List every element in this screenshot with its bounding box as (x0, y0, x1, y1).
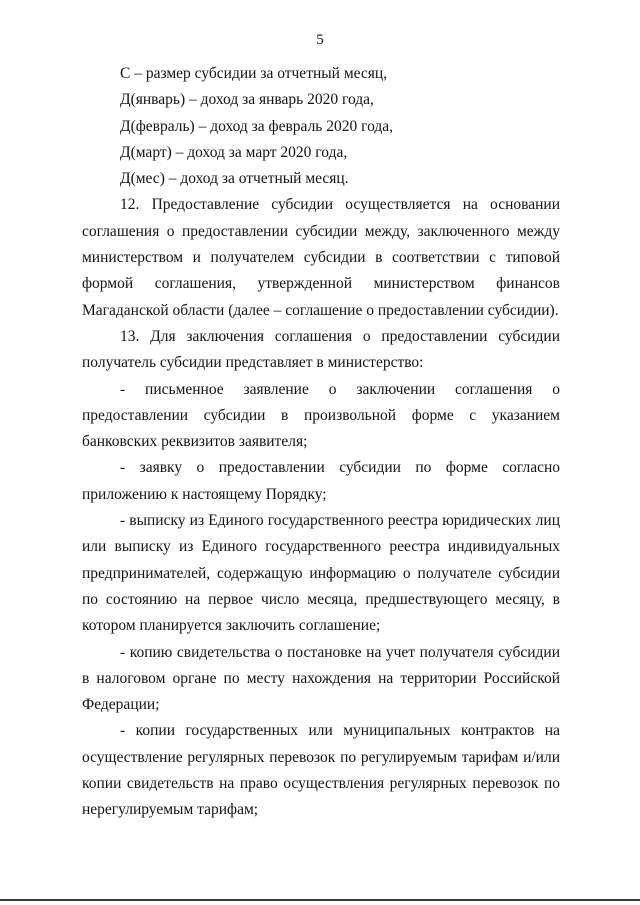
list-item-tax-certificate: - копию свидетельства о постановке на учет получателя субсидии в налоговом органе по месту нахождения на территории Российской Федерации; (82, 643, 560, 714)
page-number: 5 (316, 32, 324, 48)
definition-line: Д(февраль) – доход за февраль 2020 года, (120, 117, 394, 135)
list-item-registry-extract: - выписку из Единого государственного реестра юридических лиц или выписку из Единого государственного реестра индивидуальных предпринимателей, содержащую информацию о получателе субсидии по состоянию на первое число месяца, предшествующего месяцу, в котором планируется заключить соглашение; (82, 512, 560, 635)
document-body (82, 61, 560, 824)
list-item-request: - заявку о предоставлении субсидии по форме согласно приложению к настоящему Порядку; (82, 459, 560, 503)
paragraph-13: 13. Для заключения соглашения о предоставлении субсидии получатель субсидии представляет в министерство: (82, 327, 560, 372)
bottom-scan-edge (0, 899, 640, 901)
definition-line: С – размер субсидии за отчетный месяц, (120, 65, 388, 82)
list-item-contracts: - копии государственных или муниципальных контрактов на осуществление регулярных перевозок по регулируемым тарифам и/или копии свидетельств на право осуществления регулярных перевозок по нерегулируемым тарифам; (82, 722, 560, 819)
definition-line: Д(январь) – доход за январь 2020 года, (120, 91, 374, 109)
definition-line: Д(март) – доход за март 2020 года, (120, 143, 348, 161)
paragraph-12: 12. Предоставление субсидии осуществляется на основании соглашения о предоставлении субсидии между, заключенного между министерством и получателем субсидии в соответствии с типовой формой соглашения, утвержденной министерством финансов Магаданской области (далее – соглашение о предоставлении субсидии). (82, 196, 560, 319)
list-item-application: - письменное заявление о заключении соглашения о предоставлении субсидии в произвольной форме с указанием банковских реквизитов заявителя; (82, 380, 560, 451)
definition-line: Д(мес) – доход за отчетный месяц. (120, 170, 349, 188)
